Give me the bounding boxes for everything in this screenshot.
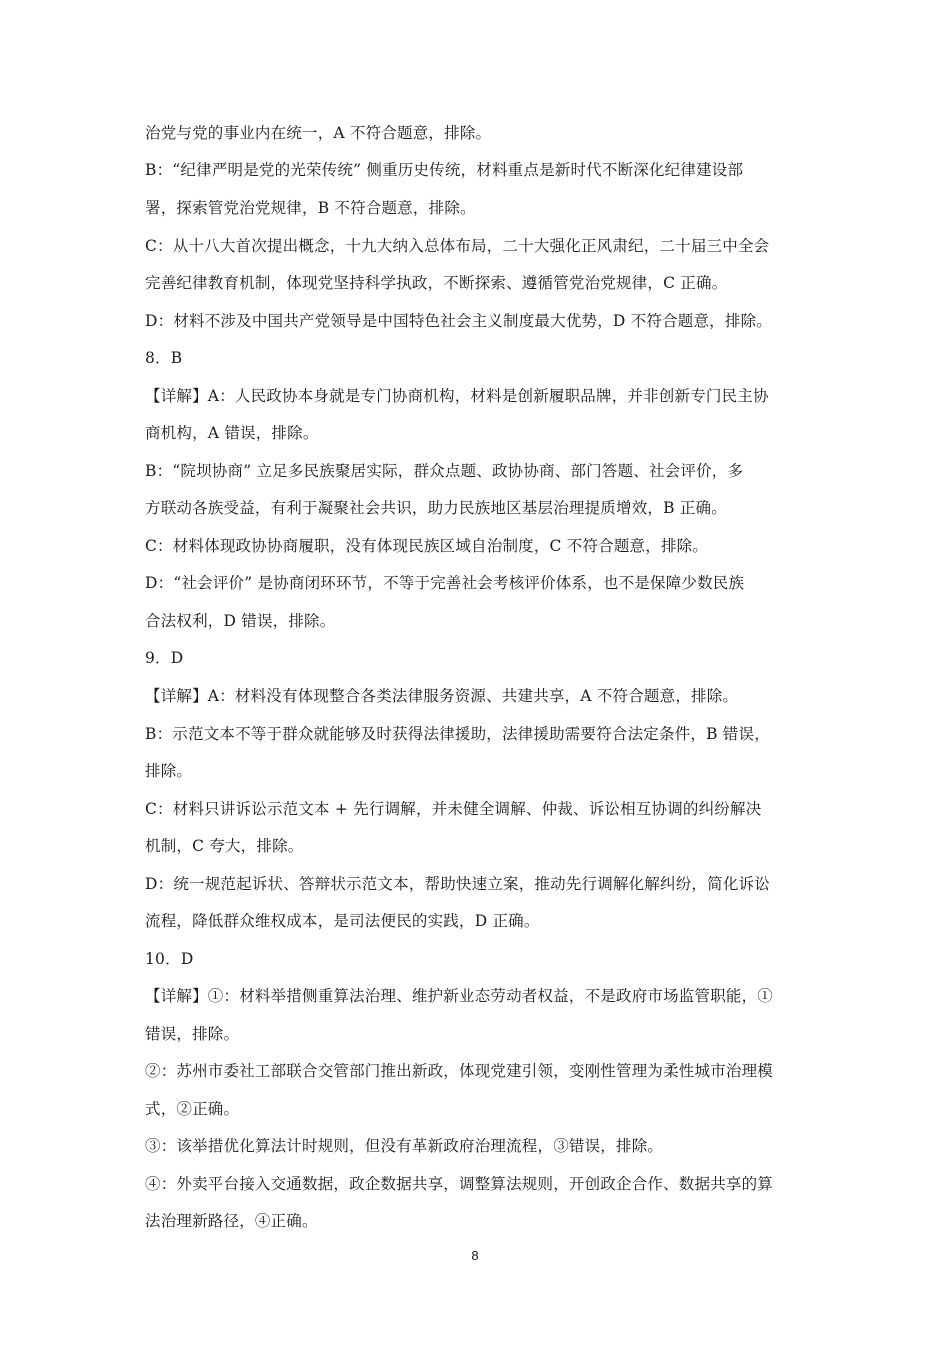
text-line: C：从十八大首次提出概念，十九大纳入总体布局，二十大强化正风肃纪，二十届三中全会 (145, 237, 770, 255)
text-line: 机制，C 夸大，排除。 (145, 837, 304, 855)
text-line: 完善纪律教育机制，体现党坚持科学执政，不断探索、遵循管党治党规律，C 正确。 (145, 274, 728, 292)
text-line: D：材料不涉及中国共产党领导是中国特色社会主义制度最大优势，D 不符合题意，排除。 (145, 312, 772, 330)
text-line: ③：该举措优化算法计时规则，但没有革新政府治理流程，③错误，排除。 (145, 1137, 664, 1155)
question-number: 9．D (145, 649, 184, 667)
text-line: 【详解】A：人民政协本身就是专门协商机构，材料是创新履职品牌，并非创新专门民主协 (145, 387, 769, 405)
text-line: D：统一规范起诉状、答辩状示范文本，帮助快速立案，推动先行调解化解纠纷，简化诉讼 (145, 875, 770, 893)
text-line: 排除。 (145, 762, 193, 780)
text-line: B：示范文本不等于群众就能够及时获得法律援助，法律援助需要符合法定条件，B 错误， (145, 725, 770, 743)
text-line: 合法权利，D 错误，排除。 (145, 612, 336, 630)
text-line: C：材料体现政协协商履职，没有体现民族区域自治制度，C 不符合题意，排除。 (145, 537, 709, 555)
text-line: 商机构，A 错误，排除。 (145, 424, 319, 442)
text-line: B：“纪律严明是党的光荣传统” 侧重历史传统，材料重点是新时代不断深化纪律建设部 (145, 161, 744, 179)
text-line: 【详解】①：材料举措侧重算法治理、维护新业态劳动者权益，不是政府市场监管职能，① (145, 987, 774, 1005)
text-line: 方联动各族受益，有利于凝聚社会共识，助力民族地区基层治理提质增效，B 正确。 (145, 499, 727, 517)
text-line: B：“院坝协商” 立足多民族聚居实际，群众点题、政协协商、部门答题、社会评价，多 (145, 462, 744, 480)
text-line: 治党与党的事业内在统一，A 不符合题意，排除。 (145, 124, 492, 142)
text-line: 流程，降低群众维权成本，是司法便民的实践，D 正确。 (145, 912, 540, 930)
text-line: ②：苏州市委社工部联合交管部门推出新政，体现党建引领，变刚性管理为柔性城市治理模 (145, 1062, 774, 1080)
page-number: 8 (471, 1248, 479, 1263)
text-line: C：材料只讲诉讼示范文本 + 先行调解，并未健全调解、仲裁、诉讼相互协调的纠纷解决 (145, 800, 762, 818)
question-number: 10．D (145, 950, 194, 968)
text-line: ④：外卖平台接入交通数据，政企数据共享，调整算法规则，开创政企合作、数据共享的算 (145, 1175, 774, 1193)
text-line: 错误，排除。 (145, 1025, 240, 1043)
question-number: 8．B (145, 349, 183, 367)
text-line: 【详解】A：材料没有体现整合各类法律服务资源、共建共享，A 不符合题意，排除。 (145, 687, 739, 705)
text-line: 式，②正确。 (145, 1100, 240, 1118)
text-line: 法治理新路径，④正确。 (145, 1212, 318, 1230)
text-line: 署，探索管党治党规律，B 不符合题意，排除。 (145, 199, 476, 217)
text-line: D：“社会评价” 是协商闭环环节，不等于完善社会考核评价体系，也不是保障少数民族 (145, 574, 745, 592)
